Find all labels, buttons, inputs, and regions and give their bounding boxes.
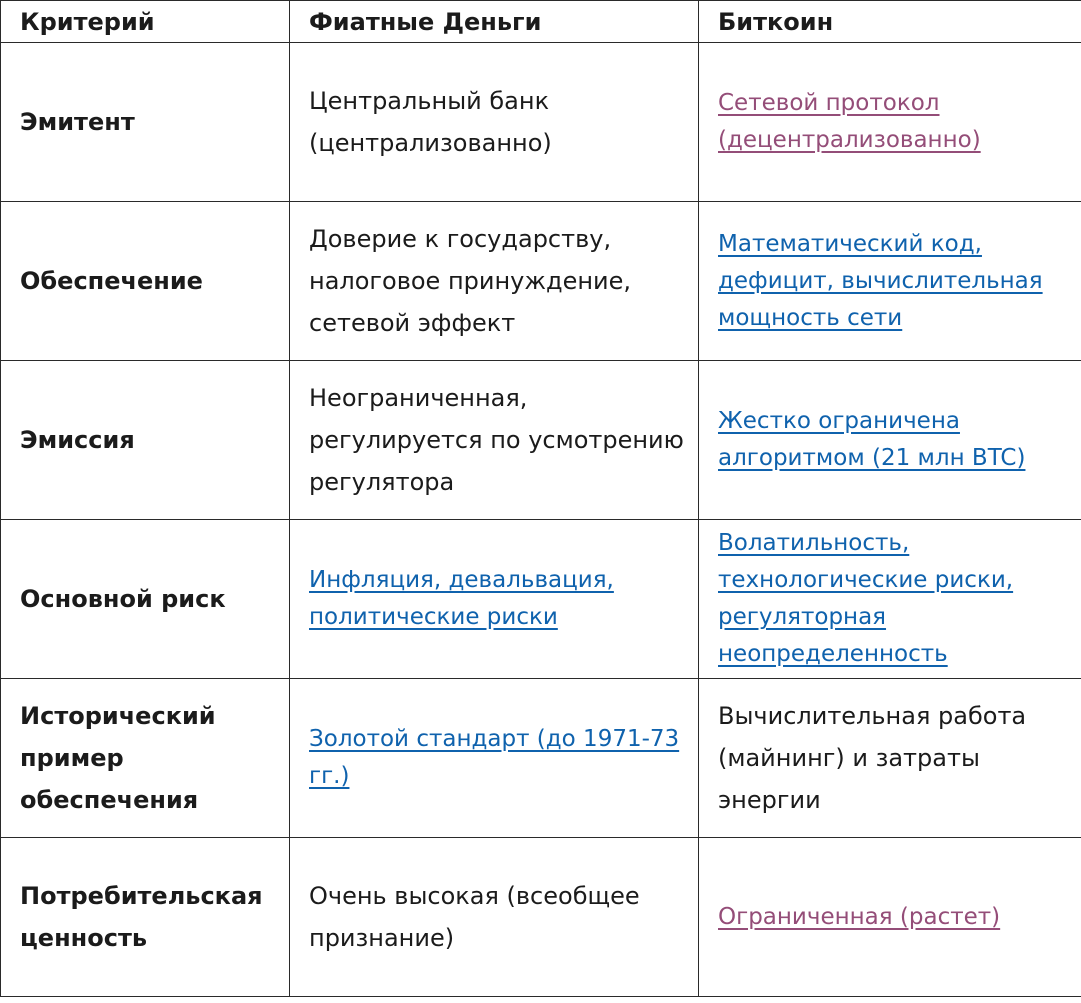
row-emission: [1, 361, 1081, 520]
row-backing: [1, 202, 1081, 361]
bitcoin-cell: [699, 43, 1081, 202]
header-row: [1, 1, 1081, 43]
bitcoin-cell: [699, 679, 1081, 838]
criterion-cell: Обеспечение: [1, 202, 290, 361]
fiat-cell: [290, 520, 699, 679]
header-fiat: Фиатные Деньги: [290, 1, 699, 43]
bitcoin-link[interactable]: Ограниченная (растет): [718, 903, 1001, 930]
row-issuer: [1, 43, 1081, 202]
criterion-cell: Исторический пример обеспечения: [1, 679, 290, 838]
bitcoin-link[interactable]: Жестко ограничена алгоритмом (21 млн BTC): [718, 408, 1026, 471]
fiat-text: Неограниченная, регулируется по усмотрению регулятора: [309, 384, 684, 496]
header-criterion: Критерий: [1, 1, 290, 43]
fiat-cell: [290, 838, 699, 997]
fiat-text: Центральный банк (централизованно): [309, 87, 552, 157]
fiat-text: Доверие к государству, налоговое принуждение, сетевой эффект: [309, 225, 632, 337]
bitcoin-cell: [699, 361, 1081, 520]
criterion-cell: Потребительская ценность: [1, 838, 290, 997]
row-main-risk: [1, 520, 1081, 679]
fiat-link[interactable]: Золотой стандарт (до 1971-73 гг.): [309, 726, 680, 789]
header-bitcoin: Биткоин: [699, 1, 1081, 43]
fiat-cell: [290, 679, 699, 838]
criterion-cell: Эмитент: [1, 43, 290, 202]
bitcoin-link[interactable]: Волатильность, технологические риски, регуляторная неопределенность: [718, 530, 1014, 667]
bitcoin-cell: [699, 838, 1081, 997]
bitcoin-text: Вычислительная работа (майнинг) и затраты энергии: [718, 702, 1027, 814]
criterion-cell: Основной риск: [1, 520, 290, 679]
fiat-cell: [290, 43, 699, 202]
fiat-cell: [290, 202, 699, 361]
bitcoin-link[interactable]: Математический код, дефицит, вычислительная мощность сети: [718, 230, 1043, 331]
fiat-link[interactable]: Инфляция, девальвация, политические риски: [309, 567, 614, 630]
row-consumer-value: [1, 838, 1081, 997]
row-historical-example: [1, 679, 1081, 838]
bitcoin-cell: [699, 202, 1081, 361]
criterion-cell: Эмиссия: [1, 361, 290, 520]
fiat-cell: [290, 361, 699, 520]
bitcoin-cell: [699, 520, 1081, 679]
bitcoin-link[interactable]: Сетевой протокол (децентрализованно): [718, 90, 981, 153]
fiat-text: Очень высокая (всеобщее признание): [309, 882, 640, 952]
